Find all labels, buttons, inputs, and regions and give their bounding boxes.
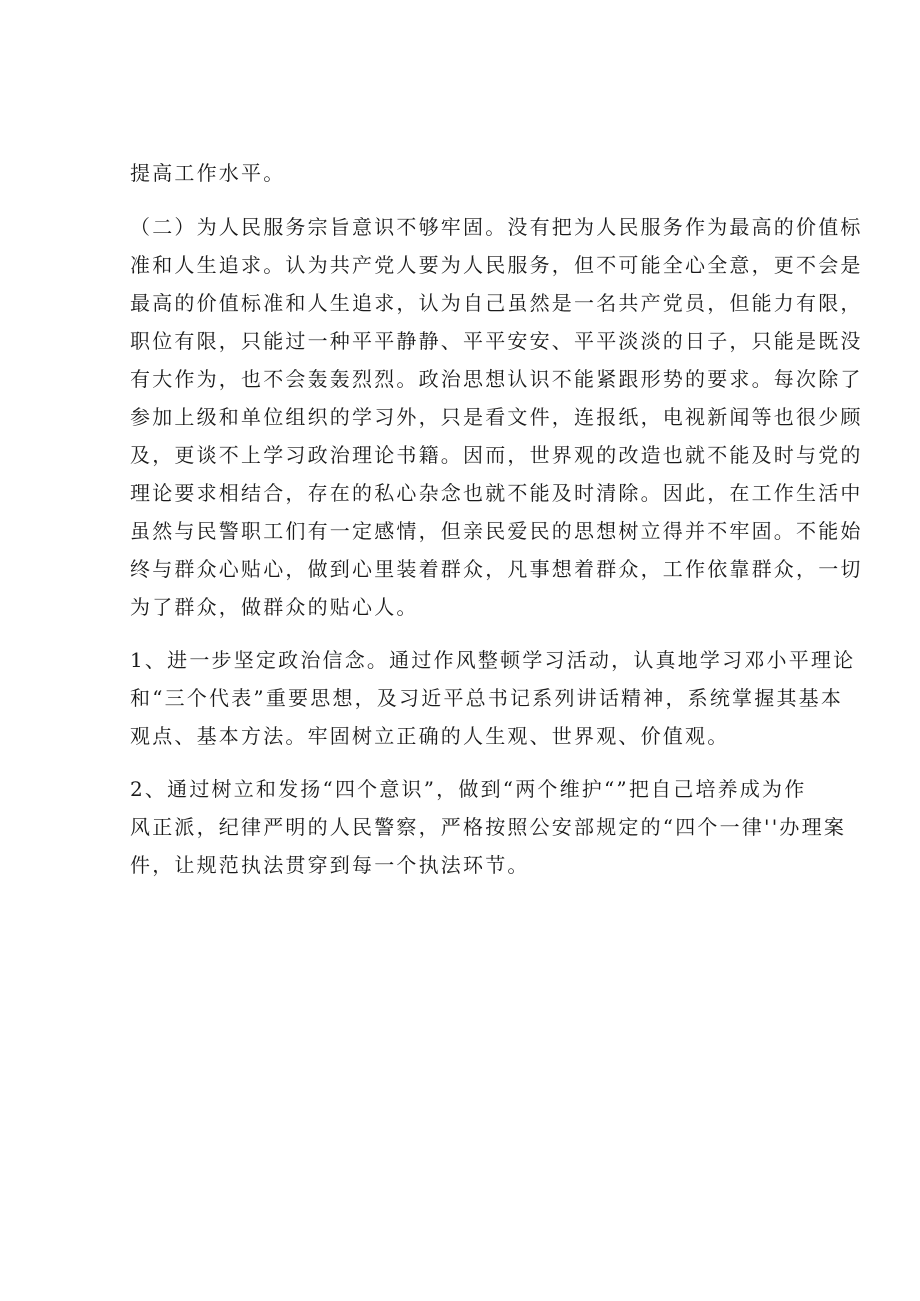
text-line: 职位有限，只能过一种平平静静、平平安安、平平淡淡的日子，只能是既没 <box>130 329 863 353</box>
text-line: 2、通过树立和发扬“四个意识”，做到“两个维护“”把自己培养成为作 <box>130 777 807 801</box>
text-line: 为了群众，做群众的贴心人。 <box>130 595 419 619</box>
text-line: 风正派，纪律严明的人民警察，严格按照公安部规定的“四个一律''办理案 <box>130 815 847 839</box>
paragraph-item-one <box>130 641 856 755</box>
text-line: 理论要求相结合，存在的私心杂念也就不能及时清除。因此，在工作生活中 <box>130 481 863 505</box>
text-line: 和“三个代表”重要思想，及习近平总书记系列讲话精神，系统掌握其基本 <box>130 686 844 710</box>
text-line: 1、进一步坚定政治信念。通过作风整顿学习活动，认真地学习邓小平理论 <box>130 648 856 672</box>
text-line: 准和人生追求。认为共产党人要为人民服务，但不可能全心全意，更不会是 <box>130 253 863 277</box>
text-line: 及，更谈不上学习政治理论书籍。因而，世界观的改造也就不能及时与党的 <box>130 443 863 467</box>
text-line: 有大作为，也不会轰轰烈烈。政治思想认识不能紧跟形势的要求。每次除了 <box>130 367 863 391</box>
text-line: 虽然与民警职工们有一定感情，但亲民爱民的思想树立得并不牢固。不能始 <box>130 519 863 543</box>
text-line: 提高工作水平。 <box>130 161 286 185</box>
text-line: 观点、基本方法。牢固树立正确的人生观、世界观、价值观。 <box>130 724 730 748</box>
paragraph-section-two <box>130 208 863 626</box>
text-line: 参加上级和单位组织的学习外，只是看文件，连报纸，电视新闻等也很少顾 <box>130 405 863 429</box>
text-line: （二）为人民服务宗旨意识不够牢固。没有把为人民服务作为最高的价值标 <box>130 215 863 239</box>
paragraph-item-two <box>130 770 847 884</box>
text-line: 件，让规范执法贯穿到每一个执法环节。 <box>130 853 530 877</box>
text-line: 终与群众心贴心，做到心里装着群众，凡事想着群众，工作依靠群众，一切 <box>130 557 863 581</box>
text-line: 最高的价值标准和人生追求，认为自己虽然是一名共产党员，但能力有限， <box>130 291 863 315</box>
paragraph-continuation <box>130 154 810 192</box>
document-body <box>130 154 863 884</box>
